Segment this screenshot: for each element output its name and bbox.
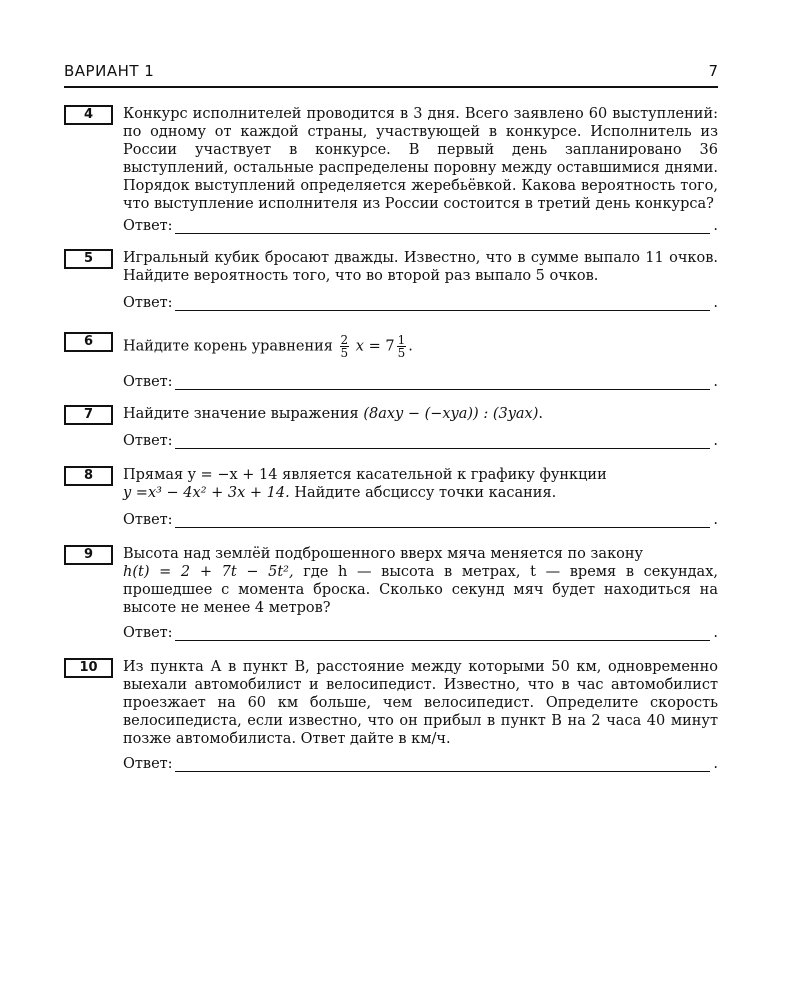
answer-end-dot: . xyxy=(713,374,718,390)
answer-field[interactable] xyxy=(175,448,710,449)
task-text xyxy=(123,405,718,423)
answer-end-dot: . xyxy=(713,433,718,449)
task-text xyxy=(123,545,718,617)
answer-field[interactable] xyxy=(175,389,710,390)
fraction-mixed: $\frac{1}{5}$ xyxy=(397,333,406,360)
height-formula: h(t) = 2 + 7t − 5t², xyxy=(123,564,294,580)
header-divider xyxy=(64,86,718,88)
answer-end-dot: . xyxy=(713,625,718,641)
task-text: Из пункта А в пункт В, расстояние между которыми 50 км, одновременно выехали автомобилист и велосипедист. Известно, что в час автомобилист проезжает на 60 км больше, чем велосипедист. Определите скорость велосипедиста, если известно, что он прибыл в пункт В на 2 часа 40 минут позже автомобилиста. Ответ дайте в км/ч. xyxy=(123,659,718,747)
answer-label: Ответ: xyxy=(123,512,173,528)
answer-row xyxy=(123,433,718,453)
answer-field[interactable] xyxy=(175,771,710,772)
answer-row xyxy=(123,625,718,645)
answer-end-dot: . xyxy=(713,295,718,311)
answer-end-dot: . xyxy=(713,756,718,772)
variant-header: ВАРИАНТ 1 xyxy=(64,62,155,80)
answer-field[interactable] xyxy=(175,640,710,641)
answer-end-dot: . xyxy=(713,512,718,528)
answer-field[interactable] xyxy=(175,233,710,234)
sentence-end: . xyxy=(408,338,413,355)
equals-sign: = xyxy=(368,338,381,355)
whole-part: 7 xyxy=(385,338,395,355)
task-text-intro: Найдите значение выражения xyxy=(123,406,359,422)
task-text-rest: Найдите абсциссу точки касания. xyxy=(294,485,557,501)
answer-row xyxy=(123,512,718,532)
answer-field[interactable] xyxy=(175,527,710,528)
fraction-coefficient: $\frac{2}{5}$ xyxy=(340,333,349,360)
task-text xyxy=(123,334,718,359)
task-text-intro: Найдите корень уравнения xyxy=(123,338,333,355)
answer-field[interactable] xyxy=(175,310,710,311)
answer-row xyxy=(123,295,718,315)
task-text-line: Прямая y = −x + 14 является касательной к графику функции xyxy=(123,467,607,483)
answer-row xyxy=(123,756,718,776)
task-number-box: 9 xyxy=(64,545,113,565)
function-formula: y =x³ − 4x² + 3x + 14. xyxy=(123,485,290,501)
sentence-end: . xyxy=(538,406,543,422)
variable-x: x xyxy=(355,338,364,355)
math-expression: (8axy − (−xya)) : (3yax) xyxy=(363,406,539,422)
task-number-box: 10 xyxy=(64,658,113,678)
task-number-box: 7 xyxy=(64,405,113,425)
answer-row xyxy=(123,374,718,394)
task-text-rest: где h — высота в метрах, t — время в секундах, прошедшее с момента броска. Сколько секунд мяч будет находиться на высоте не менее 4 метров? xyxy=(123,564,718,616)
answer-label: Ответ: xyxy=(123,374,173,390)
page-number: 7 xyxy=(708,62,718,80)
answer-label: Ответ: xyxy=(123,295,173,311)
answer-label: Ответ: xyxy=(123,218,173,234)
task-text-line: Высота над землёй подброшенного вверх мяча меняется по закону xyxy=(123,546,644,562)
task-number-box: 5 xyxy=(64,249,113,269)
task-text xyxy=(123,466,718,502)
task-number-box: 4 xyxy=(64,105,113,125)
task-text: Игральный кубик бросают дважды. Известно, что в сумме выпало 11 очков. Найдите вероятность того, что во второй раз выпало 5 очков. xyxy=(123,250,718,284)
answer-end-dot: . xyxy=(713,218,718,234)
task-number-box: 8 xyxy=(64,466,113,486)
task-number-box: 6 xyxy=(64,332,113,352)
answer-label: Ответ: xyxy=(123,625,173,641)
answer-label: Ответ: xyxy=(123,756,173,772)
answer-label: Ответ: xyxy=(123,433,173,449)
answer-row xyxy=(123,218,718,238)
task-text: Конкурс исполнителей проводится в 3 дня. Всего заявлено 60 выступлений: по одному от каждой страны, участвующей в конкурсе. Исполнитель из России участвует в конкурсе. В первый день запланировано 36 выступлений, остальные распределены поровну между оставшимися днями. Порядок выступлений определяется жеребьёвкой. Какова вероятность того, что выступление исполнителя из России состоится в третий день конкурса? xyxy=(123,106,718,212)
